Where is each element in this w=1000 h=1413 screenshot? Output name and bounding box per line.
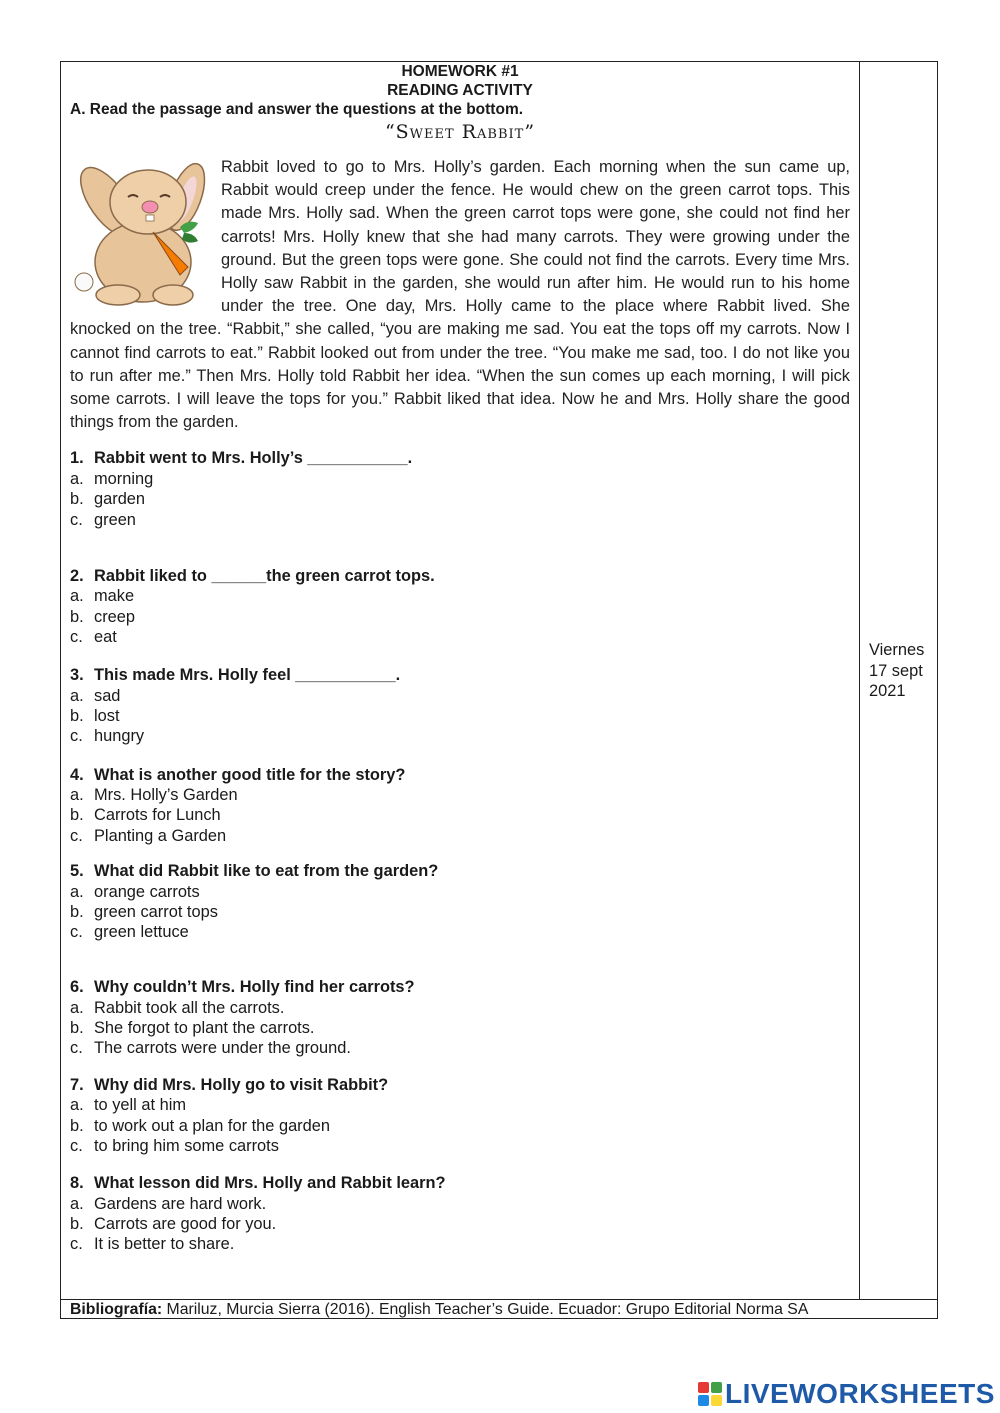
option-letter: c. — [70, 510, 83, 529]
option-text: Planting a Garden — [94, 826, 227, 845]
question-prompt: What lesson did Mrs. Holly and Rabbit learn? — [94, 1174, 446, 1193]
question-prompt: Why did Mrs. Holly go to visit Rabbit? — [94, 1075, 389, 1094]
question-text — [70, 448, 850, 469]
question-8 — [70, 1173, 850, 1254]
question-prompt: Rabbit went to Mrs. Holly’s ___________. — [94, 449, 413, 468]
option-text: to yell at him — [94, 1096, 187, 1115]
question-prompt: Rabbit liked to ______the green carrot tops. — [94, 566, 435, 585]
answer-option[interactable] — [70, 1038, 850, 1058]
question-number: 6. — [70, 978, 84, 997]
question-2 — [70, 566, 850, 647]
answer-option[interactable] — [70, 826, 850, 846]
option-letter: a. — [70, 469, 84, 488]
question-text — [70, 1173, 850, 1194]
option-text: Carrots for Lunch — [94, 806, 221, 825]
instruction: A. Read the passage and answer the questions at the bottom. — [70, 101, 524, 118]
question-number: 3. — [70, 666, 84, 685]
option-text: to work out a plan for the garden — [94, 1116, 330, 1135]
option-text: Carrots are good for you. — [94, 1214, 277, 1233]
option-letter: b. — [70, 707, 84, 726]
question-7 — [70, 1075, 850, 1156]
question-prompt: What did Rabbit like to eat from the garden? — [94, 862, 439, 880]
option-text: Gardens are hard work. — [94, 1194, 267, 1213]
option-text: Mrs. Holly’s Garden — [94, 786, 238, 805]
answer-option[interactable] — [70, 686, 850, 706]
option-letter: a. — [70, 998, 84, 1017]
option-text: Rabbit took all the carrots. — [94, 998, 285, 1017]
question-5 — [70, 861, 850, 942]
option-text: lost — [94, 707, 120, 726]
option-letter: b. — [70, 1019, 84, 1038]
column-divider — [859, 62, 860, 1299]
option-text: morning — [94, 469, 154, 488]
answer-option[interactable] — [70, 805, 850, 825]
option-letter: b. — [70, 902, 84, 921]
logo-square — [711, 1395, 722, 1406]
answer-option[interactable] — [70, 627, 850, 647]
option-letter: b. — [70, 1116, 84, 1135]
option-text: garden — [94, 490, 146, 509]
option-text: eat — [94, 627, 117, 646]
answer-option[interactable] — [70, 882, 850, 902]
option-letter: a. — [70, 587, 84, 606]
answer-option[interactable] — [70, 922, 850, 942]
answer-option[interactable] — [70, 586, 850, 606]
question-prompt: Why couldn’t Mrs. Holly find her carrots? — [94, 978, 415, 997]
answer-option[interactable] — [70, 1095, 850, 1115]
option-letter: c. — [70, 627, 83, 646]
question-4 — [70, 765, 850, 846]
date-day: Viernes — [869, 641, 925, 659]
answer-option[interactable] — [70, 1234, 850, 1254]
question-number: 4. — [70, 765, 84, 784]
option-text: hungry — [94, 727, 145, 746]
answer-option[interactable] — [70, 1136, 850, 1156]
answer-option[interactable] — [70, 469, 850, 489]
logo-squares-icon — [698, 1382, 722, 1406]
bibliography-label: Bibliografía: — [70, 1301, 163, 1318]
option-letter: c. — [70, 1136, 83, 1155]
option-text: green lettuce — [94, 923, 189, 942]
worksheet-frame — [60, 61, 938, 1319]
option-letter: a. — [70, 686, 84, 705]
answer-option[interactable] — [70, 902, 850, 922]
option-text: sad — [94, 686, 121, 705]
homework-title: HOMEWORK #1 — [401, 63, 519, 80]
option-letter: c. — [70, 1039, 83, 1058]
question-prompt: What is another good title for the story? — [94, 765, 406, 784]
option-letter: c. — [70, 1235, 83, 1254]
option-letter: b. — [70, 490, 84, 509]
passage — [70, 156, 850, 434]
option-letter: c. — [70, 923, 83, 942]
question-number: 1. — [70, 449, 84, 468]
option-text: The carrots were under the ground. — [94, 1039, 351, 1058]
logo-square — [698, 1395, 709, 1406]
option-letter: b. — [70, 607, 84, 626]
rabbit-illustration — [68, 157, 213, 307]
option-text: to bring him some carrots — [94, 1136, 279, 1155]
option-letter: a. — [70, 882, 84, 901]
question-text — [70, 861, 850, 882]
answer-option[interactable] — [70, 510, 850, 530]
answer-option[interactable] — [70, 1018, 850, 1038]
question-text — [70, 566, 850, 587]
option-text: creep — [94, 607, 136, 626]
question-number: 5. — [70, 862, 84, 880]
answer-option[interactable] — [70, 1214, 850, 1234]
question-number: 8. — [70, 1174, 84, 1193]
questions-list — [70, 448, 850, 1254]
date-cell — [869, 640, 935, 702]
date-daymonth: 17 sept — [869, 661, 923, 680]
answer-option[interactable] — [70, 726, 850, 746]
option-letter: b. — [70, 1214, 84, 1233]
answer-option[interactable] — [70, 1194, 850, 1214]
option-text: She forgot to plant the carrots. — [94, 1019, 315, 1038]
answer-option[interactable] — [70, 706, 850, 726]
option-letter: c. — [70, 727, 83, 746]
answer-option[interactable] — [70, 489, 850, 509]
answer-option[interactable] — [70, 1116, 850, 1136]
passage-text: Rabbit loved to go to Mrs. Holly’s garden. Each morning when the sun came up, Rabbit would creep under the fence. He would chew on the green carrot tops. This made Mrs. Holly sad. When the green carrot tops were gone, she could not find her carrots! Mrs. Holly knew that she had many carrots. They were growing under the ground. But the green tops were gone. She could not find the carrots. Every time Mrs. Holly saw Rabbit in the garden, she would run after him. He would run to his home under the tree. One day, Mrs. Holly came to the place where Rabbit lived. She knocked on the tree. “Rabbit,” she called, “you are making me sad. You eat the tops off my carrots. Now I cannot find carrots to eat.” Rabbit looked out from under the tree. “You make me sad, too. I do not like you to run after me.” Then Mrs. Holly told Rabbit her idea. “When the sun comes up each morning, I will pick some carrots. I will leave the tops for you.” Rabbit liked that idea. Now he and Mrs. Holly share the good things from the garden. — [70, 158, 850, 432]
question-number: 2. — [70, 566, 84, 585]
answer-option[interactable] — [70, 998, 850, 1018]
option-letter: c. — [70, 826, 83, 845]
question-number: 7. — [70, 1075, 84, 1094]
question-3 — [70, 665, 850, 746]
date-year: 2021 — [869, 682, 906, 700]
option-text: orange carrots — [94, 882, 200, 901]
option-text: green — [94, 510, 136, 529]
question-6 — [70, 977, 850, 1058]
logo-square — [711, 1382, 722, 1393]
question-text — [70, 1075, 850, 1096]
option-letter: b. — [70, 806, 84, 825]
option-letter: a. — [70, 786, 84, 805]
story-title: “Sweet Rabbit” — [384, 121, 536, 143]
option-text: It is better to share. — [94, 1235, 235, 1254]
option-letter: a. — [70, 1096, 84, 1115]
answer-option[interactable] — [70, 607, 850, 627]
question-text — [70, 765, 850, 786]
main-column — [70, 62, 850, 1255]
liveworksheets-logo[interactable] — [698, 1378, 995, 1410]
option-letter: a. — [70, 1194, 84, 1213]
question-1 — [70, 448, 850, 529]
question-text — [70, 665, 850, 686]
option-text: green carrot tops — [94, 902, 218, 921]
bibliography-text: Mariluz, Murcia Sierra (2016). English Teacher’s Guide. Ecuador: Grupo Editorial Norma SA — [162, 1301, 809, 1318]
question-text — [70, 977, 850, 998]
answer-option[interactable] — [70, 785, 850, 805]
logo-text: LIVEWORKSHEETS — [725, 1378, 995, 1409]
question-prompt: This made Mrs. Holly feel ___________. — [94, 666, 401, 685]
option-text: make — [94, 587, 135, 606]
bibliography — [70, 1300, 808, 1319]
logo-square — [698, 1382, 709, 1393]
activity-title: READING ACTIVITY — [387, 82, 533, 99]
